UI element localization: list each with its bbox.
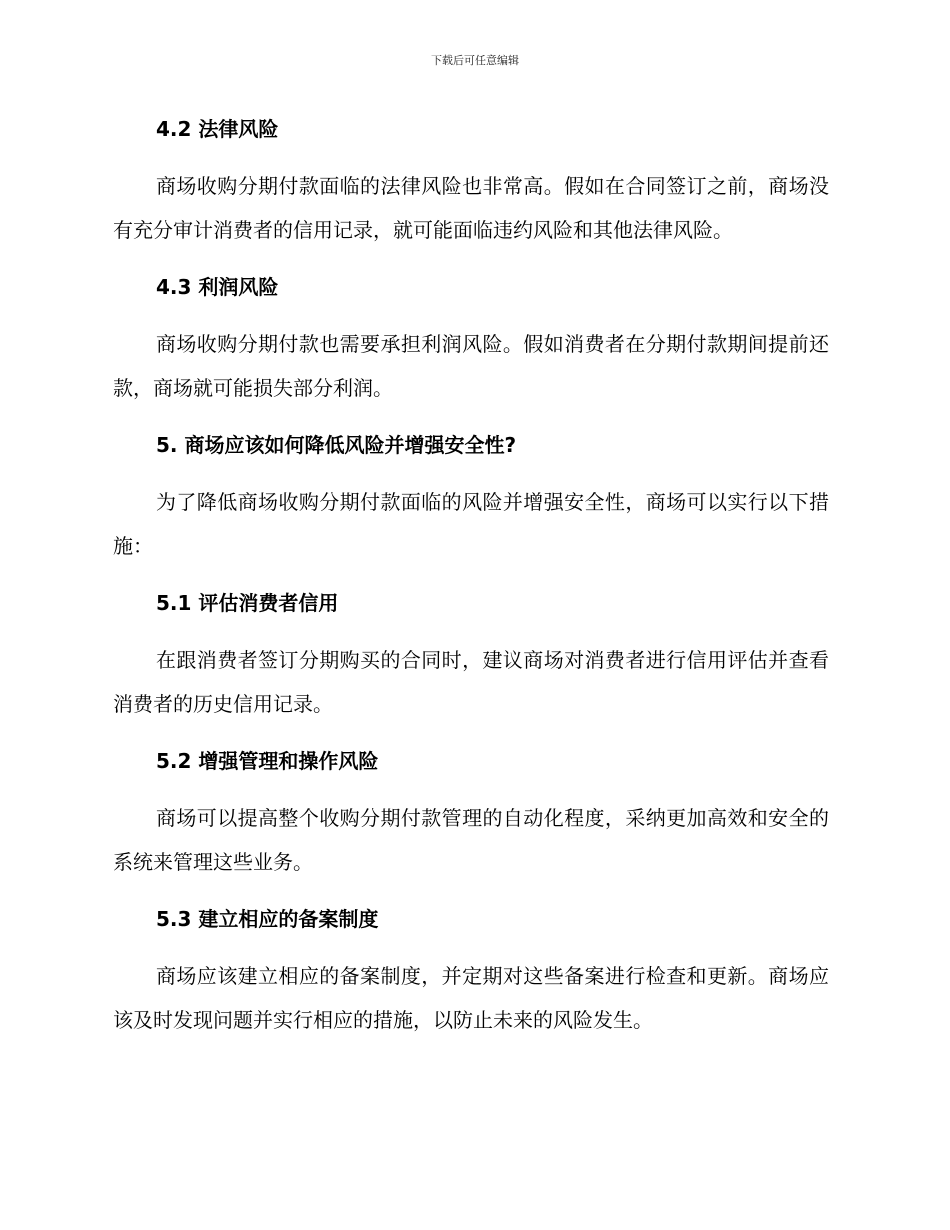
section-heading-4-2: 4.2 法律风险 bbox=[156, 117, 279, 141]
section-heading-5-2: 5.2 增强管理和操作风险 bbox=[156, 749, 379, 773]
paragraph-profit-risk: 商场收购分期付款也需要承担利润风险。假如消费者在分期付款期间提前还款，商场就可能损失部分利润。 bbox=[113, 332, 829, 400]
page-header: 下载后可任意编辑 bbox=[431, 54, 519, 67]
section-heading-5-1: 5.1 评估消费者信用 bbox=[156, 591, 339, 615]
section-heading-5-3: 5.3 建立相应的备案制度 bbox=[156, 907, 379, 931]
paragraph-legal-risk: 商场收购分期付款面临的法律风险也非常高。假如在合同签订之前，商场没有充分审计消费者的信用记录，就可能面临违约风险和其他法律风险。 bbox=[113, 174, 829, 242]
paragraph-measures-intro: 为了降低商场收购分期付款面临的风险并增强安全性，商场可以实行以下措施： bbox=[113, 490, 829, 558]
document-body bbox=[113, 110, 829, 1058]
section-heading-4-3: 4.3 利润风险 bbox=[156, 275, 279, 299]
paragraph-credit-evaluation: 在跟消费者签订分期购买的合同时，建议商场对消费者进行信用评估并查看消费者的历史信用记录。 bbox=[113, 648, 829, 716]
paragraph-management: 商场可以提高整个收购分期付款管理的自动化程度，采纳更加高效和安全的系统来管理这些业务。 bbox=[113, 806, 829, 874]
paragraph-filing-system: 商场应该建立相应的备案制度，并定期对这些备案进行检查和更新。商场应该及时发现问题并实行相应的措施，以防止未来的风险发生。 bbox=[113, 964, 829, 1032]
section-heading-5: 5. 商场应该如何降低风险并增强安全性? bbox=[156, 433, 517, 457]
